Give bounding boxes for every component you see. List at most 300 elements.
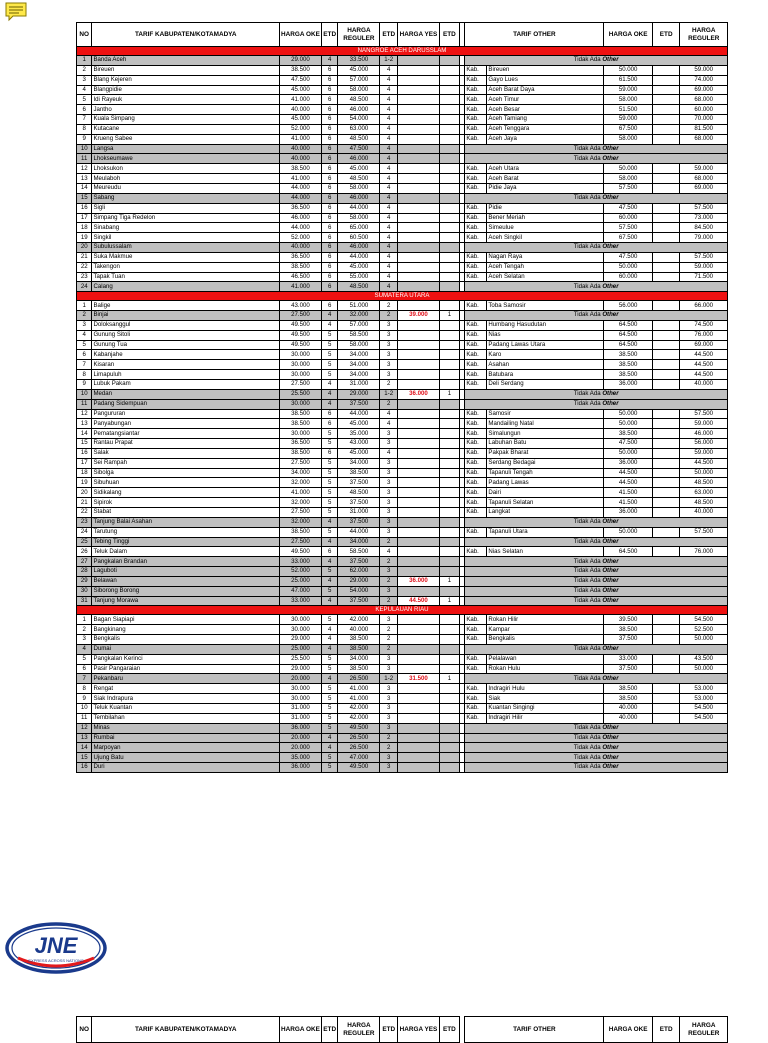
etd-yes xyxy=(439,183,459,193)
etd-reguler: 2 xyxy=(380,733,398,743)
no-other-text: Tidak Ada xyxy=(573,537,601,545)
harga-yes xyxy=(398,85,440,95)
row-no: 6 xyxy=(77,350,92,360)
row-no: 2 xyxy=(77,311,92,321)
etd-oke: 6 xyxy=(321,154,338,164)
harga-reguler: 44.000 xyxy=(338,252,380,262)
harga-reguler: 35.000 xyxy=(338,429,380,439)
harga-oke: 47.000 xyxy=(280,586,322,596)
etd-yes xyxy=(439,733,459,743)
row-no: 8 xyxy=(77,684,92,694)
etd-oke: 5 xyxy=(321,340,338,350)
other-harga-oke: 37.500 xyxy=(604,635,653,645)
harga-reguler: 55.000 xyxy=(338,272,380,282)
etd-oke: 5 xyxy=(321,330,338,340)
other-harga-reguler: 57.500 xyxy=(680,527,728,537)
etd-reguler: 4 xyxy=(380,547,398,557)
harga-reguler: 45.000 xyxy=(338,164,380,174)
no-other-text: Tidak Ada xyxy=(573,282,601,290)
city-name: Tebing Tinggi xyxy=(92,537,280,547)
region-header-row xyxy=(77,606,728,615)
other-prefix: Kab. xyxy=(465,164,487,174)
etd-yes: 1 xyxy=(439,596,459,606)
harga-reguler: 34.000 xyxy=(338,458,380,468)
harga-oke: 44.000 xyxy=(280,193,322,203)
col-etd-yes: ETD xyxy=(439,23,459,47)
harga-reguler: 44.000 xyxy=(338,203,380,213)
other-prefix: Kab. xyxy=(465,252,487,262)
other-etd xyxy=(652,183,680,193)
etd-reguler: 3 xyxy=(380,723,398,733)
no-other-text: Tidak Ada xyxy=(573,763,601,771)
etd-yes xyxy=(439,193,459,203)
harga-yes xyxy=(398,517,440,527)
city-name: Laguboti xyxy=(92,567,280,577)
etd-yes xyxy=(439,586,459,596)
no-other-text: Tidak Ada xyxy=(573,518,601,526)
table-row xyxy=(77,488,728,498)
harga-oke: 20.000 xyxy=(280,674,322,684)
harga-yes xyxy=(398,380,440,390)
region-name: SUMATERA UTARA xyxy=(77,292,728,301)
etd-yes xyxy=(439,56,459,66)
etd-reguler: 2 xyxy=(380,625,398,635)
etd-oke: 6 xyxy=(321,85,338,95)
other-name: Samosir xyxy=(487,409,604,419)
etd-reguler: 3 xyxy=(380,694,398,704)
other-harga-reguler: 57.500 xyxy=(680,203,728,213)
other-etd xyxy=(652,507,680,517)
table-row xyxy=(77,733,728,743)
etd-yes xyxy=(439,507,459,517)
city-name: Kuala Simpang xyxy=(92,115,280,125)
other-prefix: Kab. xyxy=(465,694,487,704)
row-no: 10 xyxy=(77,144,92,154)
other-name: Indragiri Hulu xyxy=(487,684,604,694)
no-other-cell xyxy=(465,311,728,321)
other-etd xyxy=(652,272,680,282)
harga-oke: 31.000 xyxy=(280,704,322,714)
etd-yes xyxy=(439,694,459,704)
etd-oke: 5 xyxy=(321,350,338,360)
etd-reguler: 4 xyxy=(380,252,398,262)
row-no: 13 xyxy=(77,733,92,743)
city-name: Bengkalis xyxy=(92,635,280,645)
etd-oke: 5 xyxy=(321,498,338,508)
other-etd xyxy=(652,498,680,508)
no-other-text: Tidak Ada xyxy=(573,557,601,565)
harga-yes xyxy=(398,75,440,85)
other-name: Aceh Selatan xyxy=(487,272,604,282)
other-harga-reguler: 50.000 xyxy=(680,635,728,645)
row-no: 6 xyxy=(77,105,92,115)
harga-oke: 30.000 xyxy=(280,350,322,360)
harga-reguler: 45.000 xyxy=(338,448,380,458)
other-harga-oke: 36.000 xyxy=(604,458,653,468)
other-harga-oke: 50.000 xyxy=(604,65,653,75)
no-other-label: Other xyxy=(602,567,619,575)
etd-reguler: 4 xyxy=(380,419,398,429)
etd-oke: 6 xyxy=(321,213,338,223)
other-prefix: Kab. xyxy=(465,488,487,498)
other-prefix: Kab. xyxy=(465,713,487,723)
table-row xyxy=(77,105,728,115)
harga-reguler: 45.000 xyxy=(338,419,380,429)
other-etd xyxy=(652,458,680,468)
other-harga-reguler: 69.000 xyxy=(680,85,728,95)
etd-reguler: 4 xyxy=(380,193,398,203)
other-name: Karo xyxy=(487,350,604,360)
other-name: Batubara xyxy=(487,370,604,380)
row-no: 11 xyxy=(77,713,92,723)
city-name: Lhoksukon xyxy=(92,164,280,174)
no-other-label: Other xyxy=(602,56,619,64)
other-harga-reguler: 68.000 xyxy=(680,95,728,105)
harga-reguler: 47.000 xyxy=(338,753,380,763)
city-name: Siborong Borong xyxy=(92,586,280,596)
no-other-text: Tidak Ada xyxy=(573,400,601,408)
table-row xyxy=(77,517,728,527)
etd-reguler: 4 xyxy=(380,243,398,253)
etd-reguler: 4 xyxy=(380,164,398,174)
etd-yes xyxy=(439,330,459,340)
harga-reguler: 46.000 xyxy=(338,105,380,115)
other-prefix: Kab. xyxy=(465,203,487,213)
other-harga-reguler: 76.000 xyxy=(680,547,728,557)
table-row xyxy=(77,350,728,360)
other-harga-oke: 64.500 xyxy=(604,320,653,330)
other-harga-oke: 50.000 xyxy=(604,448,653,458)
col-harga-oke-other: HARGA OKE xyxy=(604,1017,653,1043)
tariff-table-next-page xyxy=(76,1016,728,1043)
city-name: Belawan xyxy=(92,576,280,586)
harga-reguler: 47.500 xyxy=(338,144,380,154)
other-harga-reguler: 53.000 xyxy=(680,684,728,694)
harga-oke: 38.500 xyxy=(280,164,322,174)
row-no: 5 xyxy=(77,654,92,664)
other-prefix: Kab. xyxy=(465,65,487,75)
other-etd xyxy=(652,330,680,340)
no-other-cell xyxy=(465,389,728,399)
table-row xyxy=(77,213,728,223)
harga-oke: 52.000 xyxy=(280,233,322,243)
other-prefix: Kab. xyxy=(465,664,487,674)
etd-yes xyxy=(439,654,459,664)
harga-reguler: 37.500 xyxy=(338,498,380,508)
other-harga-oke: 59.000 xyxy=(604,115,653,125)
other-harga-reguler: 68.000 xyxy=(680,174,728,184)
etd-reguler: 1-2 xyxy=(380,389,398,399)
harga-oke: 40.000 xyxy=(280,105,322,115)
harga-yes xyxy=(398,340,440,350)
other-name: Aceh Utara xyxy=(487,164,604,174)
etd-reguler: 3 xyxy=(380,567,398,577)
col-harga-oke: HARGA OKE xyxy=(280,1017,322,1043)
other-etd xyxy=(652,360,680,370)
no-other-label: Other xyxy=(602,390,619,398)
no-other-label: Other xyxy=(602,282,619,290)
other-name: Aceh Tengah xyxy=(487,262,604,272)
other-harga-oke: 47.500 xyxy=(604,203,653,213)
harga-oke: 25.500 xyxy=(280,654,322,664)
other-prefix: Kab. xyxy=(465,380,487,390)
other-harga-reguler: 54.500 xyxy=(680,615,728,625)
city-name: Simpang Tiga Redelon xyxy=(92,213,280,223)
row-no: 9 xyxy=(77,694,92,704)
harga-reguler: 37.500 xyxy=(338,517,380,527)
other-name: Mandailing Natal xyxy=(487,419,604,429)
other-harga-oke: 50.000 xyxy=(604,419,653,429)
logo-text: JNE xyxy=(34,933,78,958)
other-name: Aceh Timur xyxy=(487,95,604,105)
harga-oke: 36.500 xyxy=(280,252,322,262)
table-row xyxy=(77,370,728,380)
no-other-cell xyxy=(465,743,728,753)
no-other-text: Tidak Ada xyxy=(573,596,601,604)
other-etd xyxy=(652,203,680,213)
etd-reguler: 3 xyxy=(380,498,398,508)
other-etd xyxy=(652,124,680,134)
harga-reguler: 37.500 xyxy=(338,596,380,606)
harga-reguler: 41.000 xyxy=(338,694,380,704)
table-row xyxy=(77,644,728,654)
harga-oke: 34.000 xyxy=(280,468,322,478)
other-harga-oke: 44.500 xyxy=(604,478,653,488)
region-header-row xyxy=(77,292,728,301)
row-no: 15 xyxy=(77,439,92,449)
other-etd xyxy=(652,301,680,311)
harga-yes xyxy=(398,547,440,557)
etd-oke: 5 xyxy=(321,567,338,577)
harga-yes xyxy=(398,399,440,409)
harga-oke: 41.000 xyxy=(280,95,322,105)
harga-yes xyxy=(398,183,440,193)
harga-reguler: 44.000 xyxy=(338,409,380,419)
row-no: 15 xyxy=(77,753,92,763)
other-prefix: Kab. xyxy=(465,360,487,370)
harga-oke: 20.000 xyxy=(280,743,322,753)
harga-yes xyxy=(398,301,440,311)
city-name: Subulussalam xyxy=(92,243,280,253)
harga-yes xyxy=(398,419,440,429)
city-name: Balige xyxy=(92,301,280,311)
harga-reguler: 58.000 xyxy=(338,340,380,350)
etd-yes xyxy=(439,743,459,753)
etd-yes xyxy=(439,301,459,311)
jne-logo xyxy=(4,922,108,978)
other-harga-reguler: 43.500 xyxy=(680,654,728,664)
other-harga-reguler: 57.500 xyxy=(680,252,728,262)
harga-oke: 38.500 xyxy=(280,527,322,537)
other-etd xyxy=(652,527,680,537)
harga-reguler: 26.500 xyxy=(338,674,380,684)
other-harga-oke: 64.500 xyxy=(604,340,653,350)
etd-oke: 6 xyxy=(321,124,338,134)
table-row xyxy=(77,586,728,596)
table-row xyxy=(77,723,728,733)
other-harga-oke: 64.500 xyxy=(604,330,653,340)
other-prefix: Kab. xyxy=(465,635,487,645)
other-harga-oke: 58.000 xyxy=(604,134,653,144)
table-row xyxy=(77,262,728,272)
table-row xyxy=(77,95,728,105)
row-no: 17 xyxy=(77,458,92,468)
other-harga-reguler: 50.000 xyxy=(680,468,728,478)
table-row xyxy=(77,704,728,714)
city-name: Gunung Sitoli xyxy=(92,330,280,340)
no-other-cell xyxy=(465,596,728,606)
no-other-label: Other xyxy=(602,400,619,408)
other-harga-oke: 33.000 xyxy=(604,654,653,664)
harga-yes xyxy=(398,684,440,694)
row-no: 22 xyxy=(77,507,92,517)
table-row xyxy=(77,674,728,684)
harga-yes xyxy=(398,557,440,567)
etd-oke: 5 xyxy=(321,586,338,596)
harga-oke: 30.000 xyxy=(280,684,322,694)
other-etd xyxy=(652,478,680,488)
other-etd xyxy=(652,115,680,125)
other-harga-reguler: 57.500 xyxy=(680,409,728,419)
other-etd xyxy=(652,713,680,723)
harga-yes xyxy=(398,723,440,733)
etd-oke: 5 xyxy=(321,713,338,723)
table-row xyxy=(77,478,728,488)
no-other-text: Tidak Ada xyxy=(573,243,601,251)
etd-reguler: 3 xyxy=(380,439,398,449)
etd-oke: 4 xyxy=(321,389,338,399)
other-harga-reguler: 54.500 xyxy=(680,713,728,723)
other-etd xyxy=(652,419,680,429)
city-name: Ujung Batu xyxy=(92,753,280,763)
table-row xyxy=(77,164,728,174)
speech-note-icon[interactable] xyxy=(4,2,28,22)
city-name: Tanjung Balai Asahan xyxy=(92,517,280,527)
harga-oke: 40.000 xyxy=(280,154,322,164)
etd-oke: 6 xyxy=(321,223,338,233)
other-prefix: Kab. xyxy=(465,547,487,557)
other-name: Rokan Hilir xyxy=(487,615,604,625)
city-name: Suka Makmue xyxy=(92,252,280,262)
etd-reguler: 4 xyxy=(380,183,398,193)
etd-reguler: 3 xyxy=(380,478,398,488)
other-prefix: Kab. xyxy=(465,458,487,468)
col-etd-reguler: ETD xyxy=(380,1017,398,1043)
table-row xyxy=(77,311,728,321)
other-prefix: Kab. xyxy=(465,478,487,488)
etd-oke: 4 xyxy=(321,311,338,321)
row-no: 16 xyxy=(77,448,92,458)
other-harga-reguler: 84.500 xyxy=(680,223,728,233)
etd-yes xyxy=(439,517,459,527)
other-harga-reguler: 59.000 xyxy=(680,65,728,75)
city-name: Jantho xyxy=(92,105,280,115)
col-harga-oke: HARGA OKE xyxy=(280,23,322,47)
etd-oke: 4 xyxy=(321,635,338,645)
other-harga-reguler: 81.500 xyxy=(680,124,728,134)
harga-reguler: 63.000 xyxy=(338,124,380,134)
other-etd xyxy=(652,340,680,350)
etd-reguler: 3 xyxy=(380,517,398,527)
etd-yes xyxy=(439,252,459,262)
other-harga-oke: 67.500 xyxy=(604,124,653,134)
table-row xyxy=(77,193,728,203)
etd-yes xyxy=(439,615,459,625)
etd-reguler: 2 xyxy=(380,644,398,654)
etd-reguler: 4 xyxy=(380,233,398,243)
city-name: Teluk Dalam xyxy=(92,547,280,557)
harga-oke: 29.000 xyxy=(280,635,322,645)
harga-yes xyxy=(398,360,440,370)
other-prefix: Kab. xyxy=(465,75,487,85)
other-etd xyxy=(652,704,680,714)
etd-oke: 6 xyxy=(321,547,338,557)
table-row xyxy=(77,439,728,449)
etd-yes: 1 xyxy=(439,674,459,684)
etd-reguler: 4 xyxy=(380,85,398,95)
etd-oke: 5 xyxy=(321,723,338,733)
other-harga-oke: 50.000 xyxy=(604,262,653,272)
etd-reguler: 4 xyxy=(380,95,398,105)
etd-reguler: 3 xyxy=(380,586,398,596)
table-row xyxy=(77,183,728,193)
other-harga-reguler: 79.000 xyxy=(680,233,728,243)
etd-oke: 4 xyxy=(321,537,338,547)
no-other-cell xyxy=(465,723,728,733)
etd-oke: 6 xyxy=(321,164,338,174)
other-harga-oke: 38.500 xyxy=(604,694,653,704)
etd-reguler: 3 xyxy=(380,713,398,723)
col-harga-reguler-other: HARGA REGULER xyxy=(680,1017,728,1043)
harga-reguler: 58.000 xyxy=(338,183,380,193)
harga-yes xyxy=(398,458,440,468)
etd-yes xyxy=(439,625,459,635)
harga-reguler: 42.000 xyxy=(338,713,380,723)
other-name: Simalungun xyxy=(487,429,604,439)
etd-yes xyxy=(439,704,459,714)
city-name: Sidikalang xyxy=(92,488,280,498)
other-harga-reguler: 48.500 xyxy=(680,498,728,508)
tariff-table xyxy=(76,22,728,773)
table-row xyxy=(77,223,728,233)
other-harga-reguler: 44.500 xyxy=(680,350,728,360)
etd-reguler: 4 xyxy=(380,262,398,272)
etd-oke: 5 xyxy=(321,763,338,773)
other-harga-oke: 38.500 xyxy=(604,684,653,694)
harga-oke: 30.000 xyxy=(280,370,322,380)
row-no: 16 xyxy=(77,203,92,213)
etd-reguler: 3 xyxy=(380,527,398,537)
harga-oke: 27.500 xyxy=(280,311,322,321)
other-prefix: Kab. xyxy=(465,320,487,330)
etd-oke: 5 xyxy=(321,370,338,380)
city-name: Sibuhuan xyxy=(92,478,280,488)
other-harga-oke: 38.500 xyxy=(604,429,653,439)
harga-yes xyxy=(398,144,440,154)
harga-yes xyxy=(398,124,440,134)
table-row xyxy=(77,65,728,75)
harga-reguler: 45.000 xyxy=(338,65,380,75)
row-no: 18 xyxy=(77,468,92,478)
other-prefix: Kab. xyxy=(465,527,487,537)
harga-reguler: 48.500 xyxy=(338,134,380,144)
no-other-cell xyxy=(465,753,728,763)
no-other-text: Tidak Ada xyxy=(573,144,601,152)
etd-yes xyxy=(439,370,459,380)
no-other-cell xyxy=(465,674,728,684)
etd-yes xyxy=(439,262,459,272)
etd-oke: 5 xyxy=(321,753,338,763)
